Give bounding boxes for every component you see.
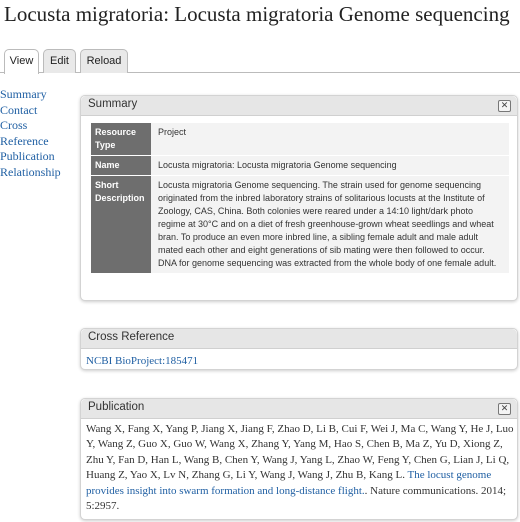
publication-panel bbox=[80, 398, 518, 520]
row-label-name: Name bbox=[91, 156, 151, 176]
summary-table bbox=[91, 123, 509, 274]
ncbi-bioproject-link[interactable]: NCBI BioProject:185471 bbox=[86, 355, 199, 367]
summary-panel-title: Summary bbox=[88, 98, 138, 110]
publication-panel-header bbox=[81, 399, 517, 419]
sidebar-item-publication[interactable]: Publication bbox=[0, 149, 55, 164]
close-icon[interactable]: ✕ bbox=[498, 403, 511, 415]
crossref-panel bbox=[80, 328, 518, 370]
tab-reload[interactable]: Reload bbox=[80, 49, 128, 73]
publication-authors: Wang X, Fang X, Yang P, Jiang X, Jiang F, Zhao D, Li B, Cui F, Wei J, Ma C, Wang Y, He J, Luo Y, Wang Z, Guo X, Guo W, Wang X, Zhang Y, Yang M, Hao S, Chen B, Ma Z, Yu D, Xiong Z, Zhu Y, Fan D, Han L, Wang B, Chen Y, Wang J, Yang L, Zhao W, Feng Y, Chen G, Lian J, Li Q, Huang Z, Yao X, Lv N, Zhang G, Li Y, Wang J, Wang J, Zhu B, Kang L. bbox=[86, 423, 514, 482]
crossref-panel-header bbox=[81, 329, 517, 349]
tab-view[interactable]: View bbox=[4, 49, 39, 74]
table-row bbox=[91, 123, 509, 156]
crossref-panel-title: Cross Reference bbox=[88, 331, 175, 343]
close-icon[interactable]: ✕ bbox=[498, 100, 511, 112]
sidebar-item-summary[interactable]: Summary bbox=[0, 87, 47, 101]
row-value-name: Locusta migratoria: Locusta migratoria Genome sequencing bbox=[151, 156, 509, 176]
sidebar-item-contact[interactable]: Contact bbox=[0, 102, 38, 117]
sidebar-nav bbox=[0, 87, 72, 181]
sidebar-item-cross-reference[interactable]: Cross Reference bbox=[0, 118, 49, 148]
publication-citation bbox=[86, 422, 514, 514]
page-title: Locusta migratoria: Locusta migratoria Genome sequencing bbox=[4, 2, 510, 26]
row-value-short-description: Locusta migratoria Genome sequencing. The strain used for genome sequencing originated from the inbred laboratory strains of solitarious locusts at the Institute of Zoology, CAS, China. Both colonies were reared under a 14:10 light/dark photo regime at 30°C and on a diet of fresh greenhouse-grown wheat seedlings and wheat bran. To produce an even more inbred line, a sibling female adult and male adult mated each other and eight generations of sib mating were then followed to occur. DNA for genome sequencing was extracted from the whole body of one female adult. bbox=[151, 176, 509, 274]
table-row bbox=[91, 176, 509, 274]
publication-panel-title: Publication bbox=[88, 401, 145, 413]
tab-bar bbox=[0, 49, 520, 73]
tab-edit[interactable]: Edit bbox=[43, 49, 76, 73]
summary-panel bbox=[80, 95, 518, 301]
row-label-resource-type: Resource Type bbox=[91, 123, 151, 156]
summary-panel-header bbox=[81, 96, 517, 116]
publication-title-link[interactable]: The locust genome provides insight into swarm formation and long-distance flight. bbox=[86, 469, 492, 497]
row-value-resource-type: Project bbox=[151, 123, 509, 156]
row-label-short-description: Short Description bbox=[91, 176, 151, 274]
sidebar-item-relationship[interactable]: Relationship bbox=[0, 164, 61, 179]
publication-journal: . Nature communications. 2014; 5:2957. bbox=[86, 484, 507, 513]
table-row bbox=[91, 156, 509, 176]
